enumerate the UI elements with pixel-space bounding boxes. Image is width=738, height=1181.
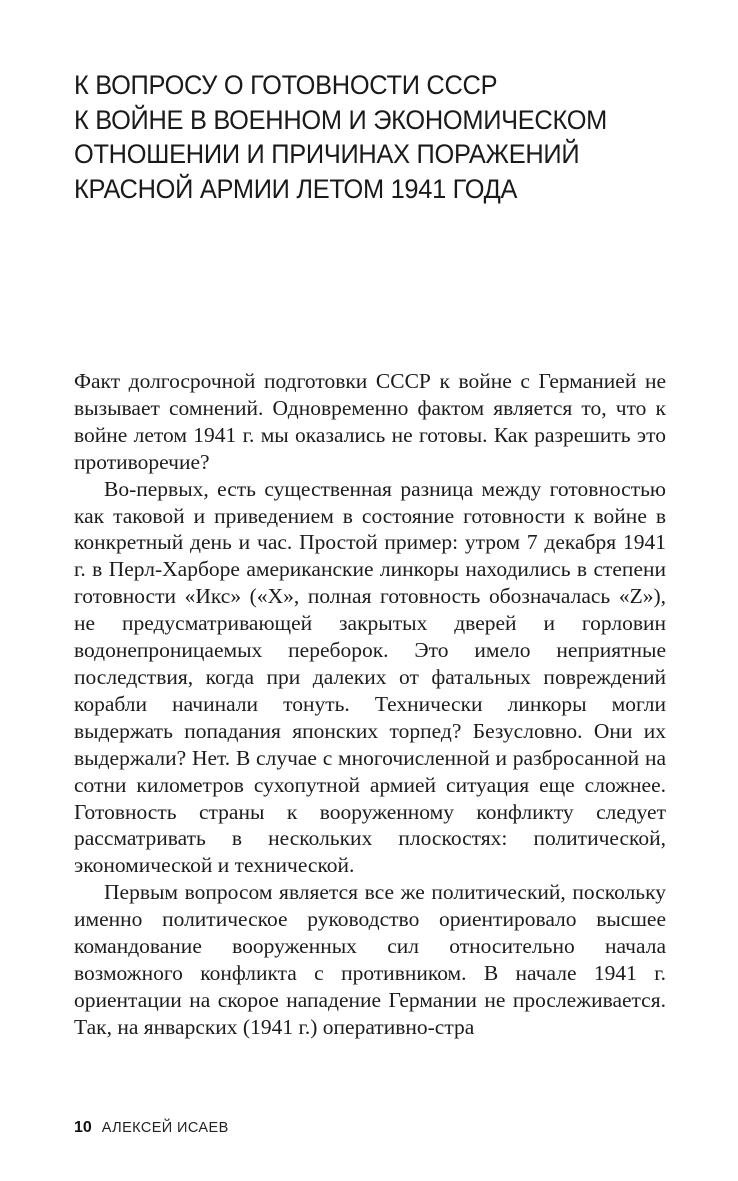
chapter-title [74,68,638,206]
paragraph: Первым вопросом является все же политический, поскольку именно политическое руководство ориентировало высшее командование вооруженных сил относительно начала возможного конфликта с противником. В начале 1941 г. ориентации на скорое нападение Германии не прослеживается. Так, на январских (1941 г.) оперативно-стра [74,880,666,1039]
running-header-author: АЛЕКСЕЙ ИСАЕВ [101,1120,229,1136]
paragraph: Факт долгосрочной подготовки СССР к войне с Германией не вызывает сомнений. Одновременно фактом является то, что к войне летом 1941 г. мы оказались не готовы. Как разрешить это противоречие? [74,369,666,474]
chapter-title-line: К ВОПРОСУ О ГОТОВНОСТИ СССР [74,70,498,100]
body-text [74,368,666,1041]
chapter-title-line: ОТНОШЕНИИ И ПРИЧИНАХ ПОРАЖЕНИЙ [74,139,580,169]
chapter-title-line: К ВОЙНЕ В ВОЕННОМ И ЭКОНОМИЧЕСКОМ [74,104,608,135]
page-number: 10 [74,1119,92,1136]
chapter-title-line: КРАСНОЙ АРМИИ ЛЕТОМ 1941 ГОДА [74,173,518,204]
paragraph: Во-первых, есть существенная разница между готовностью как таковой и приведением в состояние готовности к войне в конкретный день и час. Простой пример: утром 7 декабря 1941 г. в Перл-Харборе американские линкоры находились в степени готовности «Икс» («X», полная готовность обозначалась «Z»), не предусматривающей закрытых дверей и горловин водонепроницаемых переборок. Это имело неприятные последствия, когда при далеких от фатальных повреждений корабли начинали тонуть. Технически линкоры могли выдержать попадания японских торпед? Безусловно. Они их выдержали? Нет. В случае с многочисленной и разбросанной на сотни километров сухопутной армией ситуация еще сложнее. Готовность страны к вооруженному конфликту следует рассматривать в нескольких плоскостях: политической, экономической и технической. [74,476,666,878]
page-footer [74,1119,229,1139]
